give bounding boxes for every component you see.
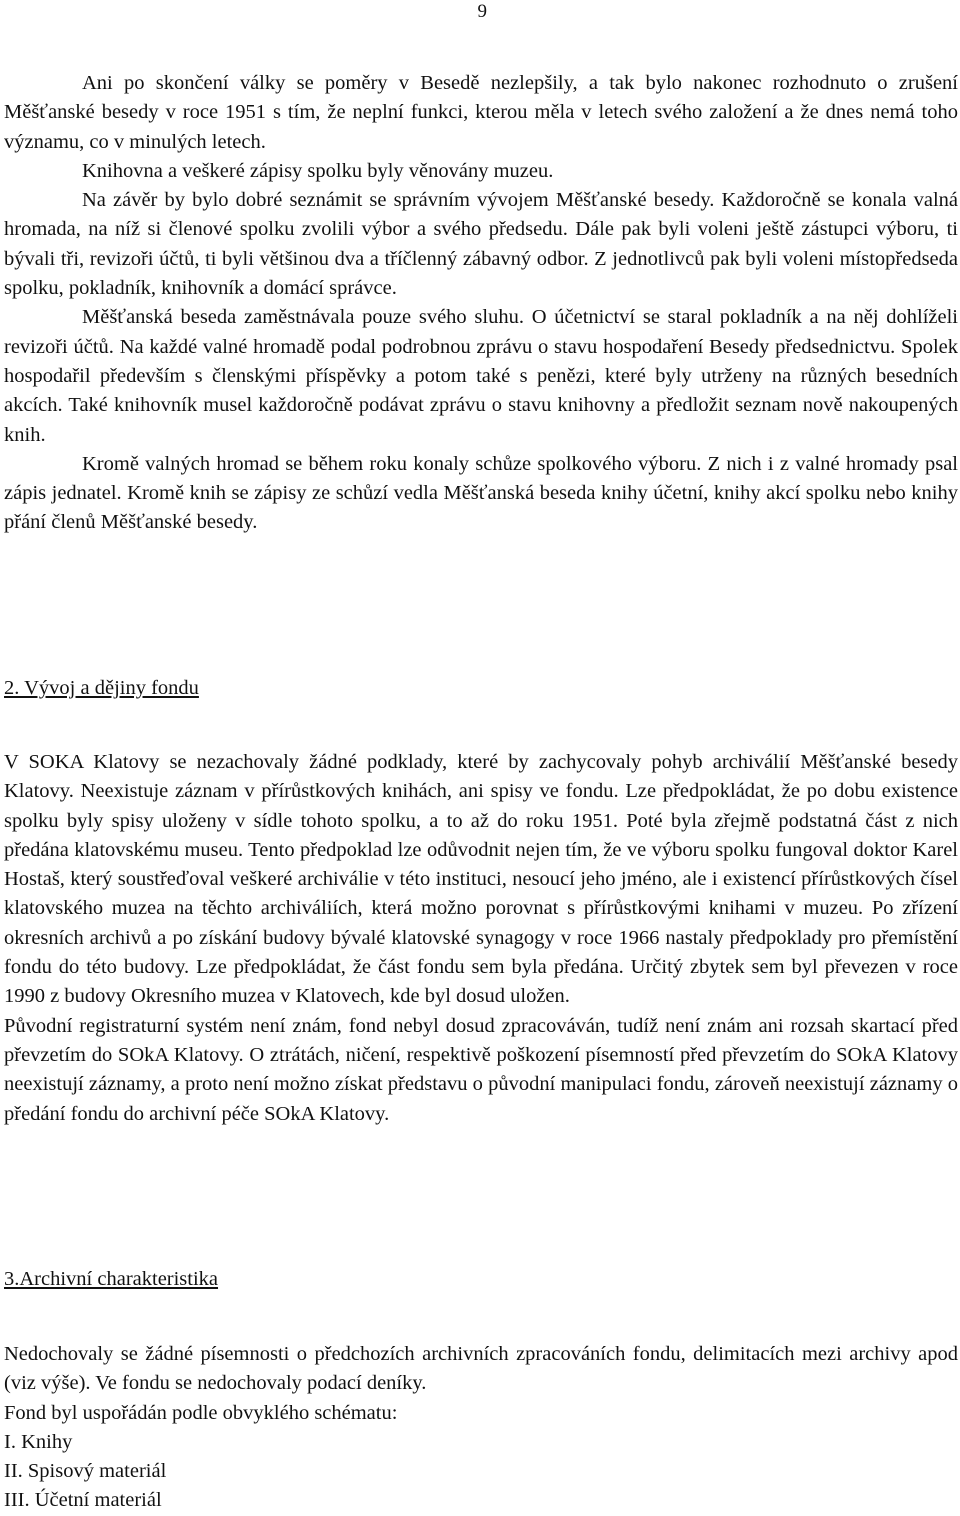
section-2-text xyxy=(4,748,958,1129)
section-3-text xyxy=(4,1340,958,1516)
scheme-intro: Fond byl uspořádán podle obvyklého schématu: xyxy=(4,1401,398,1424)
section-3-paragraph: Nedochovaly se žádné písemnosti o předchozích archivních zpracováních fondu, delimitacích mezi archivy apod (viz výše). Ve fondu se nedochovaly podací deníky. xyxy=(4,1343,958,1395)
section-2-paragraph: V SOKA Klatovy se nezachovaly žádné podklady, které by zachycovaly pohyb archiválií Měšťanské besedy Klatovy. Neexistuje záznam v přírůstkových knihách, ani spisy ve fondu. Lze předpokládat, že po dobu existence spolku byly spisy uloženy v sídle tohoto spolku, a to až do roku 1951. Poté byla zřejmě podstatná část z nich předána klatovskému museu. Tento předpoklad lze odůvodnit nejen tím, že ve výboru spolku fungoval doktor Karel Hostaš, který soustřeďoval veškeré archiválie v této instituci, nesoucí jeho jméno, ale i existencí přírůstkových čísel klatovského muzea na těchto archiváliích, která možno porovnat s přírůstkovými knihami v muzeu. Po zřízení okresních archivů a po získání budovy bývalé klatovské synagogy v roce 1966 nastaly předpoklady pro přemístění fondu do této budovy. Lze předpokládat, že část fondu sem byla předána. Určitý zbytek sem byl převezen v roce 1990 z budovy Okresního muzea v Klatovech, kde byl dosud uložen. xyxy=(4,751,958,1008)
scheme-item: II. Spisový materiál xyxy=(4,1460,167,1483)
intro-text xyxy=(4,69,958,538)
scheme-item: III. Účetní materiál xyxy=(4,1489,162,1512)
intro-paragraph: Měšťanská beseda zaměstnávala pouze svého sluhu. O účetnictví se staral pokladník a na něj dohlíželi revizoři účtů. Na každé valné hromadě podal podrobnou zprávu o stavu hospodaření Besedy předsednictvu. Spolek hospodařil především s členskými příspěvky a potom také s penězi, které byly utrženy na různých besedních akcích. Také knihovník musel každoročně podávat zprávu o stavu knihovny a předložit seznam nově nakoupených knih. xyxy=(4,306,958,446)
intro-paragraph: Ani po skončení války se poměry v Besedě nezlepšily, a tak bylo nakonec rozhodnuto o zrušení Měšťanské besedy v roce 1951 s tím, že neplní funkci, kterou měla v letech svého založení a že dnes nemá toho významu, co v minulých letech. xyxy=(4,72,958,153)
section-3-heading: 3.Archivní charakteristika xyxy=(4,1268,219,1290)
page-number: 9 xyxy=(477,1,487,22)
section-2-heading: 2. Vývoj a dějiny fondu xyxy=(4,677,199,699)
scheme-item: I. Knihy xyxy=(4,1430,73,1453)
section-2-paragraph: Původní registraturní systém není znám, fond nebyl dosud zpracováván, tudíž není znám ani rozsah skartací před převzetím do SOkA Klatovy. O ztrátách, ničení, respektivě poškození písemností před převzetím do SOkA Klatovy neexistují záznamy, a proto není možno získat představu o původní manipulaci fondu, zároveň neexistují záznamy o předání fondu do archivní péče SOkA Klatovy. xyxy=(4,1014,958,1125)
intro-paragraph: Na závěr by bylo dobré seznámit se správním vývojem Měšťanské besedy. Každoročně se konala valná hromada, na níž si členové spolku zvolili výbor a svého předsedu. Dále pak byli voleni ještě zástupci výboru, ti bývali tři, revizoři účtů, ti byli většinou dva a tříčlenný zábavný odbor. Z jednotlivců pak byli voleni místopředseda spolku, pokladník, knihovník a domácí správce. xyxy=(4,189,958,300)
intro-paragraph: Knihovna a veškeré zápisy spolku byly věnovány muzeu. xyxy=(82,159,554,182)
intro-paragraph: Kromě valných hromad se během roku konaly schůze spolkového výboru. Z nich i z valné hromady psal zápis jednatel. Kromě knih se zápisy ze schůzí vedla Měšťanská beseda knihy účetní, knihy akcí spolku nebo knihy přání členů Měšťanské besedy. xyxy=(4,452,958,534)
